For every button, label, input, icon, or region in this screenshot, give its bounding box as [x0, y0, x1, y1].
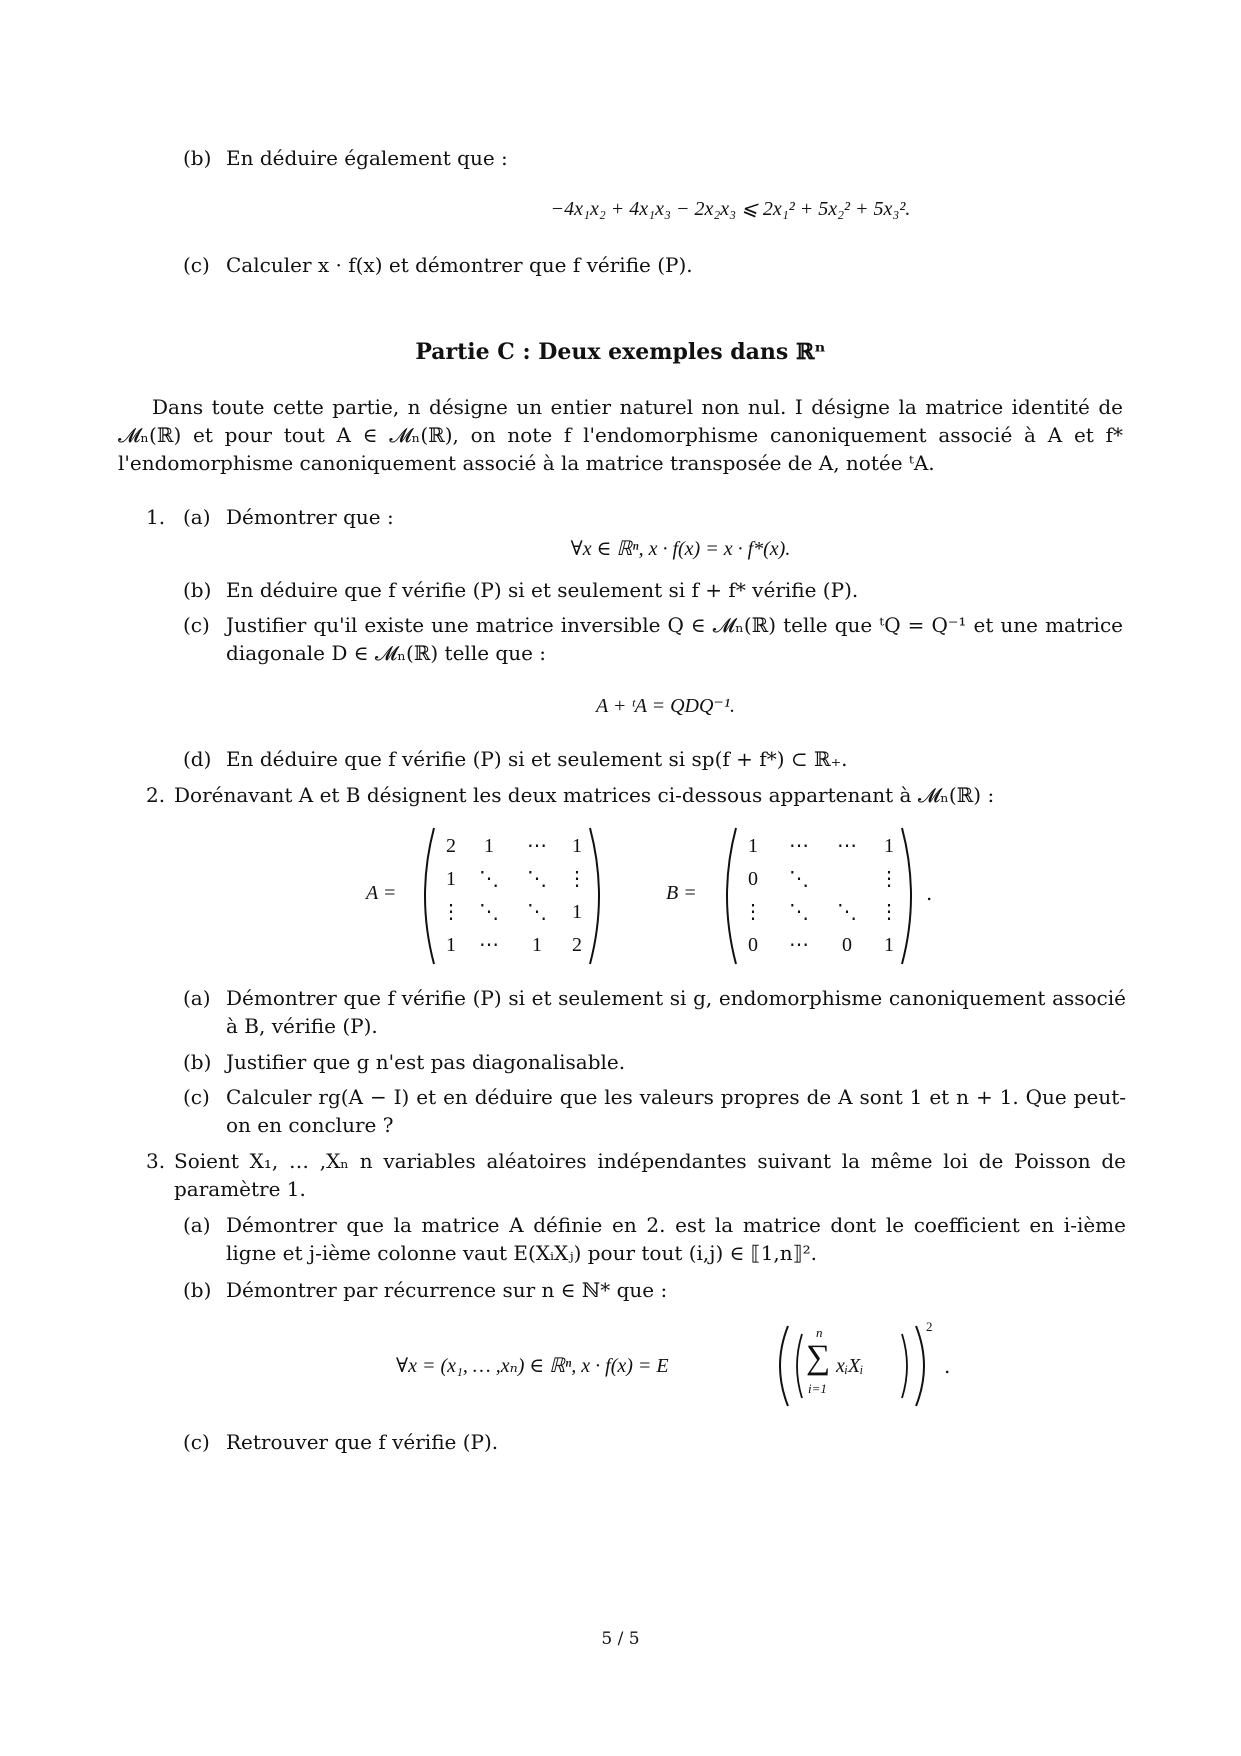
matrix-a-cell-4-2: ⋯	[479, 934, 499, 956]
matrix-a-cell-1-1: 2	[446, 835, 456, 857]
matrix-b-cell-1-2: ⋯	[789, 835, 809, 857]
matrix-b-cell-1-3: ⋯	[837, 835, 857, 857]
matrix-b-cell-2-1: 0	[748, 868, 758, 890]
page-number: 5 / 5	[601, 1629, 640, 1649]
matrix-a-cell-3-3: ⋱	[527, 901, 547, 923]
q3-c-label: (c)	[183, 1430, 210, 1454]
q3-sum-lower-bound: i=1	[808, 1381, 827, 1396]
matrix-a-cell-4-3: 1	[532, 934, 542, 956]
q3-sum-upper-bound: n	[816, 1325, 823, 1340]
q3-sum-term: xᵢXᵢ	[836, 1355, 864, 1377]
q3-exponent: 2	[926, 1319, 933, 1334]
q1-a-equation: ∀x ∈ ℝⁿ, x · f(x) = x · f*(x).	[570, 538, 791, 560]
matrix-b-cell-4-2: ⋯	[789, 934, 809, 956]
matrix-b-cell-1-1: 1	[748, 835, 758, 857]
matrix-b-name: B =	[666, 882, 697, 904]
q1-b-label: (b)	[183, 578, 212, 602]
matrix-a-cell-2-4: ⋮	[567, 868, 587, 890]
matrix-b-cell-3-2: ⋱	[789, 901, 809, 923]
q2-intro: Dorénavant A et B désignent les deux matrices ci-dessous appartenant à 𝓜ₙ(ℝ) :	[174, 783, 995, 807]
matrix-a-name: A =	[366, 882, 397, 904]
partB-c-text: Calculer x · f(x) et démontrer que f vérifie (P).	[226, 253, 693, 277]
q3-b-text: Démontrer par récurrence sur n ∈ ℕ* que :	[226, 1278, 668, 1302]
q3-a-text: Démontrer que la matrice A définie en 2. est la matrice dont le coefficient en i-ième ligne et j-ième colonne vaut E(XᵢXⱼ) pour tout (i,j) ∈ ⟦1,n⟧².	[226, 1213, 1126, 1265]
q1-d-label: (d)	[183, 747, 212, 771]
q3-b-equation	[396, 1320, 956, 1410]
q1-c-equation: A + ᵗA = QDQ⁻¹.	[596, 695, 735, 717]
q1-c-label: (c)	[183, 613, 210, 637]
matrix-b-cell-1-4: 1	[884, 835, 894, 857]
q2-c-label: (c)	[183, 1085, 210, 1109]
matrix-a-cell-2-1: 1	[446, 868, 456, 890]
q3-b-label: (b)	[183, 1278, 212, 1302]
matrix-b-cell-2-2: ⋱	[789, 868, 809, 890]
partC-intro-paragraph: Dans toute cette partie, n désigne un entier naturel non nul. I désigne la matrice identité de 𝓜ₙ(ℝ) et pour tout A ∈ 𝓜ₙ(ℝ), on note f l'endomorphisme canoniquement associé à A et f* l'endomorphisme canoniquement associé à la matrice transposée de A, notée ᵗA.	[118, 395, 1123, 475]
matrix-b-cell-3-4: ⋮	[879, 901, 899, 923]
matrix-a-cell-3-4: 1	[572, 901, 582, 923]
q2-number: 2.	[146, 783, 166, 807]
q3-number: 3.	[146, 1149, 166, 1173]
q3-sum-sigma-icon: ∑	[806, 1339, 831, 1376]
q1-b-text: En déduire que f vérifie (P) si et seulement si f + f* vérifie (P).	[226, 578, 859, 602]
partB-c-label: (c)	[183, 253, 210, 277]
matrix-b-end-dot: .	[926, 881, 933, 905]
matrix-a-cell-2-2: ⋱	[479, 868, 499, 890]
q2-a-text: Démontrer que f vérifie (P) si et seulement si g, endomorphisme canoniquement associé à B, vérifie (P).	[226, 986, 1126, 1038]
matrix-a-cell-1-3: ⋯	[527, 835, 547, 857]
matrix-a-cell-4-1: 1	[446, 934, 456, 956]
matrix-b-cell-4-3: 0	[842, 934, 852, 956]
matrix-b-cell-3-3: ⋱	[837, 901, 857, 923]
matrix-b-cell-3-1: ⋮	[743, 901, 763, 923]
matrix-b-cell-4-4: 1	[884, 934, 894, 956]
matrix-b-cell-2-4: ⋮	[879, 868, 899, 890]
matrix-a	[414, 826, 610, 966]
section-title-partie-c: Partie C : Deux exemples dans ℝⁿ	[415, 339, 826, 365]
q3-b-equation-left: ∀x = (x₁, … ,xₙ) ∈ ℝⁿ, x · f(x) = E	[396, 1355, 669, 1377]
matrix-a-cell-3-2: ⋱	[479, 901, 499, 923]
q3-c-text: Retrouver que f vérifie (P).	[226, 1430, 499, 1454]
matrix-b	[716, 826, 922, 966]
q2-c-text: Calculer rg(A − I) et en déduire que les valeurs propres de A sont 1 et n + 1. Que peut-on en conclure ?	[226, 1085, 1126, 1137]
partB-b-label: (b)	[183, 146, 212, 170]
q3-equation-end-dot: .	[944, 1354, 951, 1378]
partB-b-text: En déduire également que :	[226, 146, 508, 170]
q1-a-text: Démontrer que :	[226, 505, 394, 529]
matrix-a-cell-1-4: 1	[572, 835, 582, 857]
matrix-a-cell-1-2: 1	[484, 835, 494, 857]
matrix-a-cell-4-4: 2	[572, 934, 582, 956]
q3-intro: Soient X₁, … ,Xₙ n variables aléatoires indépendantes suivant la même loi de Poisson de paramètre 1.	[174, 1149, 1126, 1201]
q1-c-text: Justifier qu'il existe une matrice inversible Q ∈ 𝓜ₙ(ℝ) telle que ᵗQ = Q⁻¹ et une matrice diagonale D ∈ 𝓜ₙ(ℝ) telle que :	[226, 613, 1123, 665]
q3-a-label: (a)	[183, 1213, 211, 1237]
matrix-a-cell-3-1: ⋮	[441, 901, 461, 923]
q2-a-label: (a)	[183, 986, 211, 1010]
matrix-b-cell-4-1: 0	[748, 934, 758, 956]
q1-number: 1.	[146, 505, 166, 529]
partB-b-inequality: −4x₁x₂ + 4x₁x₃ − 2x₂x₃ ⩽ 2x₁² + 5x₂² + 5x₃².	[550, 198, 911, 220]
q2-b-label: (b)	[183, 1050, 212, 1074]
q1-a-label: (a)	[183, 505, 211, 529]
q1-d-text: En déduire que f vérifie (P) si et seulement si sp(f + f*) ⊂ ℝ₊.	[226, 747, 848, 771]
matrix-a-cell-2-3: ⋱	[527, 868, 547, 890]
q2-b-text: Justifier que g n'est pas diagonalisable.	[226, 1050, 626, 1074]
